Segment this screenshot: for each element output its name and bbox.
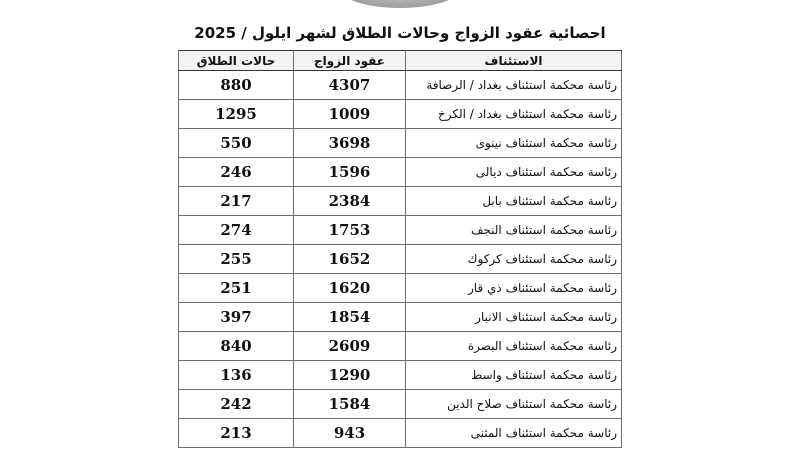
marriages-cell: 1290 xyxy=(294,361,406,390)
court-name-cell: رئاسة محكمة استئناف واسط xyxy=(406,361,622,390)
divorces-cell: 550 xyxy=(179,129,294,158)
header-marriages: عقود الزواج xyxy=(294,51,406,71)
table-row xyxy=(179,419,622,448)
divorces-cell: 242 xyxy=(179,390,294,419)
court-name-cell: رئاسة محكمة استئناف بابل xyxy=(406,187,622,216)
marriages-cell: 3698 xyxy=(294,129,406,158)
table-row xyxy=(179,187,622,216)
court-name-cell: رئاسة محكمة استئناف الانبار xyxy=(406,303,622,332)
table-row xyxy=(179,245,622,274)
divorces-cell: 255 xyxy=(179,245,294,274)
court-name-cell: رئاسة محكمة استئناف بغداد / الكرخ xyxy=(406,100,622,129)
divorces-cell: 246 xyxy=(179,158,294,187)
court-name-cell: رئاسة محكمة استئناف صلاح الدين xyxy=(406,390,622,419)
divorces-cell: 1295 xyxy=(179,100,294,129)
marriages-cell: 1596 xyxy=(294,158,406,187)
marriages-cell: 2384 xyxy=(294,187,406,216)
court-name-cell: رئاسة محكمة استئناف نينوى xyxy=(406,129,622,158)
divorces-cell: 274 xyxy=(179,216,294,245)
marriages-cell: 1620 xyxy=(294,274,406,303)
court-name-cell: رئاسة محكمة استئناف البصرة xyxy=(406,332,622,361)
court-name-cell: رئاسة محكمة استئناف ديالى xyxy=(406,158,622,187)
table-row xyxy=(179,216,622,245)
table-row xyxy=(179,274,622,303)
divorces-cell: 217 xyxy=(179,187,294,216)
marriages-cell: 4307 xyxy=(294,71,406,100)
court-name-cell: رئاسة محكمة استئناف المثنى xyxy=(406,419,622,448)
header-divorces: حالات الطلاق xyxy=(179,51,294,71)
statistics-table xyxy=(178,50,622,448)
emblem-seal xyxy=(339,0,461,8)
document-title: احصائية عقود الزواج وحالات الطلاق لشهر ايلول / 2025 xyxy=(194,24,606,42)
table-row xyxy=(179,71,622,100)
marriages-cell: 1753 xyxy=(294,216,406,245)
divorces-cell: 136 xyxy=(179,361,294,390)
court-name-cell: رئاسة محكمة استئناف بغداد / الرصافة xyxy=(406,71,622,100)
marriages-cell: 1009 xyxy=(294,100,406,129)
marriages-cell: 2609 xyxy=(294,332,406,361)
table-row xyxy=(179,361,622,390)
court-name-cell: رئاسة محكمة استئناف ذي قار xyxy=(406,274,622,303)
divorces-cell: 251 xyxy=(179,274,294,303)
divorces-cell: 840 xyxy=(179,332,294,361)
court-name-cell: رئاسة محكمة استئناف النجف xyxy=(406,216,622,245)
table-row xyxy=(179,332,622,361)
table-row xyxy=(179,100,622,129)
divorces-cell: 213 xyxy=(179,419,294,448)
marriages-cell: 1584 xyxy=(294,390,406,419)
marriages-cell: 1854 xyxy=(294,303,406,332)
header-court: الاستئناف xyxy=(406,51,622,71)
table-row xyxy=(179,390,622,419)
divorces-cell: 397 xyxy=(179,303,294,332)
marriages-cell: 1652 xyxy=(294,245,406,274)
table-row xyxy=(179,158,622,187)
divorces-cell: 880 xyxy=(179,71,294,100)
table-header-row xyxy=(179,51,622,71)
table-row xyxy=(179,129,622,158)
table-row xyxy=(179,303,622,332)
court-name-cell: رئاسة محكمة استئناف كركوك xyxy=(406,245,622,274)
marriages-cell: 943 xyxy=(294,419,406,448)
